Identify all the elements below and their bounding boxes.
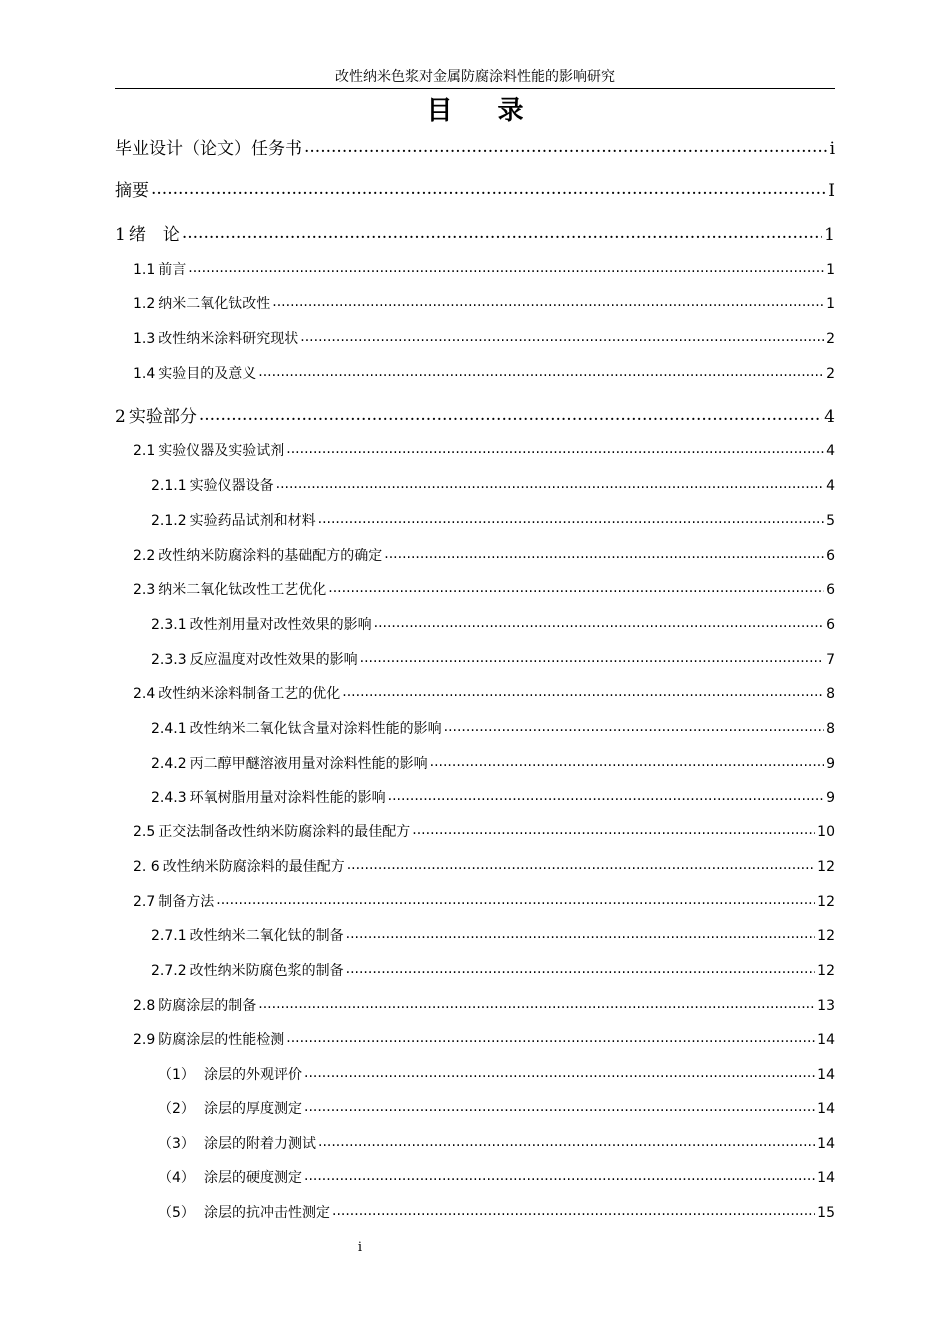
toc-entry-page: 14 <box>817 1136 835 1152</box>
toc-dot-leader <box>346 926 816 940</box>
toc-entry-number: 2.1.2 <box>151 513 187 529</box>
toc-entry-page: 6 <box>826 617 835 633</box>
toc-entry-title: 环氧树脂用量对涂料性能的影响 <box>189 790 386 806</box>
toc-entry-title: 反应温度对改性效果的影响 <box>189 652 358 668</box>
toc-entry[interactable] <box>133 328 835 348</box>
toc-entry-number: （5） <box>158 1205 195 1221</box>
toc-entry-page: 4 <box>826 443 835 459</box>
toc-entry[interactable] <box>133 891 835 911</box>
toc-entry[interactable] <box>158 1167 835 1187</box>
toc-entry-page: i <box>829 139 835 159</box>
toc-entry[interactable] <box>151 753 835 773</box>
toc-title: 目 录 <box>426 96 542 126</box>
toc-entry-number: 2.3.1 <box>151 617 187 633</box>
toc-dot-leader <box>286 441 824 455</box>
running-header: 改性纳米色浆对金属防腐涂料性能的影响研究 <box>335 69 615 85</box>
toc-entry-title: 实验目的及意义 <box>158 366 257 382</box>
toc-entry[interactable] <box>133 440 835 460</box>
toc-dot-leader <box>286 1030 815 1044</box>
toc-entry-page: 12 <box>817 859 835 875</box>
toc-entry-page: 15 <box>817 1205 835 1221</box>
toc-entry-number: 2.1 <box>133 443 156 459</box>
toc-entry-page: 14 <box>817 1067 835 1083</box>
toc-entry[interactable] <box>133 259 835 279</box>
toc-entry-title: 改性剂用量对改性效果的影响 <box>189 617 372 633</box>
toc-entry-title: 涂层的附着力测试 <box>204 1136 316 1152</box>
toc-dot-leader <box>182 223 822 240</box>
toc-entry-number: （2） <box>158 1101 195 1117</box>
toc-entry-title: 实验仪器设备 <box>189 478 274 494</box>
toc-entry-number: （3） <box>158 1136 195 1152</box>
toc-dot-leader <box>328 580 824 594</box>
toc-entry-number: 2.9 <box>133 1032 156 1048</box>
toc-entry[interactable] <box>151 614 835 634</box>
toc-entry-page: 9 <box>826 790 835 806</box>
toc-dot-leader <box>347 857 815 871</box>
toc-entry[interactable] <box>158 1064 835 1084</box>
toc-entry-number: 2.4 <box>133 686 156 702</box>
toc-dot-leader <box>332 1203 815 1217</box>
toc-entry-title: 纳米二氧化钛改性工艺优化 <box>158 582 327 598</box>
toc-entry[interactable] <box>115 402 835 427</box>
toc-entry-page: 12 <box>817 963 835 979</box>
toc-entry-title: 实验仪器及实验试剂 <box>158 443 285 459</box>
toc-entry-number: 2.4.1 <box>151 721 187 737</box>
toc-entry-title: 涂层的外观评价 <box>204 1067 302 1083</box>
toc-entry-page: 4 <box>826 478 835 494</box>
toc-entry[interactable] <box>115 220 835 245</box>
toc-entry-page: 14 <box>817 1170 835 1186</box>
toc-entry-page: 5 <box>826 513 835 529</box>
toc-dot-leader <box>304 137 828 154</box>
toc-entry[interactable] <box>115 176 835 201</box>
toc-entry-title: 制备方法 <box>158 894 215 910</box>
toc-entry[interactable] <box>158 1133 835 1153</box>
toc-dot-leader <box>188 260 824 274</box>
toc-entry[interactable] <box>151 787 835 807</box>
toc-entry-page: 6 <box>826 548 835 564</box>
toc-entry-title: 正交法制备改性纳米防腐涂料的最佳配方 <box>158 824 411 840</box>
toc-entry[interactable] <box>133 683 835 703</box>
toc-dot-leader <box>216 892 815 906</box>
toc-entry-number: （4） <box>158 1170 195 1186</box>
toc-entry-title: 改性纳米防腐涂料的基础配方的确定 <box>158 548 383 564</box>
toc-dot-leader <box>304 1099 815 1113</box>
toc-entry[interactable] <box>151 510 835 530</box>
toc-dot-leader <box>384 546 824 560</box>
toc-entry-number: 2.8 <box>133 998 156 1014</box>
toc-entry-page: 1 <box>826 296 835 312</box>
toc-entry-page: 13 <box>817 998 835 1014</box>
toc-entry-number: 2.3.3 <box>151 652 187 668</box>
page-number: i <box>357 1240 363 1255</box>
toc-entry[interactable] <box>151 925 835 945</box>
toc-dot-leader <box>444 719 824 733</box>
toc-entry-page: 8 <box>826 686 835 702</box>
toc-entry-number: 2.2 <box>133 548 156 564</box>
toc-entry-number: （1） <box>158 1067 195 1083</box>
toc-dot-leader <box>304 1065 815 1079</box>
toc-dot-leader <box>272 294 824 308</box>
toc-entry-title: 绪 论 <box>128 225 180 245</box>
toc-dot-leader <box>276 476 824 490</box>
toc-entry[interactable] <box>133 363 835 383</box>
toc-entry[interactable] <box>133 579 835 599</box>
toc-entry[interactable] <box>158 1098 835 1118</box>
toc-entry-number: 2.7 <box>133 894 156 910</box>
toc-entry-number: 1 <box>115 225 126 245</box>
toc-dot-leader <box>342 684 824 698</box>
toc-dot-leader <box>318 1134 815 1148</box>
toc-entry-page: 14 <box>817 1032 835 1048</box>
toc-entry-title: 毕业设计（论文）任务书 <box>115 139 302 159</box>
toc-dot-leader <box>412 822 815 836</box>
toc-dot-leader <box>374 615 824 629</box>
toc-entry[interactable] <box>151 718 835 738</box>
toc-dot-leader <box>360 650 824 664</box>
toc-entry-page: 12 <box>817 894 835 910</box>
toc-dot-leader <box>318 511 824 525</box>
toc-entry-number: 1.2 <box>133 296 156 312</box>
toc-entry-number: 2.7.2 <box>151 963 187 979</box>
toc-dot-leader <box>388 788 824 802</box>
toc-entry-page: 9 <box>826 756 835 772</box>
toc-entry-title: 防腐涂层的制备 <box>158 998 257 1014</box>
toc-entry-page: 6 <box>826 582 835 598</box>
toc-entry-page: 8 <box>826 721 835 737</box>
toc-entry-number: 1.3 <box>133 331 156 347</box>
toc-entry-title: 实验药品试剂和材料 <box>189 513 316 529</box>
toc-dot-leader <box>300 329 824 343</box>
toc-entry-page: 4 <box>824 407 835 427</box>
toc-entry-title: 改性纳米涂料研究现状 <box>158 331 299 347</box>
toc-entry-title: 涂层的厚度测定 <box>204 1101 302 1117</box>
toc-entry-number: 1.4 <box>133 366 156 382</box>
toc-entry-page: 2 <box>826 366 835 382</box>
toc-entry-page: 1 <box>824 225 835 245</box>
toc-entry-title: 改性纳米二氧化钛的制备 <box>189 928 344 944</box>
toc-entry-page: 10 <box>817 824 835 840</box>
toc-entry-page: I <box>828 181 835 201</box>
toc-entry-page: 14 <box>817 1101 835 1117</box>
toc-entry-title: 丙二醇甲醚溶液用量对涂料性能的影响 <box>189 756 428 772</box>
toc-entry-number: 1.1 <box>133 262 156 278</box>
toc-entry-page: 1 <box>826 262 835 278</box>
toc-entry[interactable] <box>133 293 835 313</box>
toc-entry-number: 2 <box>115 407 126 427</box>
toc-entry[interactable] <box>133 1029 835 1049</box>
toc-entry[interactable] <box>151 960 835 980</box>
toc-dot-leader <box>151 179 826 196</box>
toc-entry[interactable] <box>151 649 835 669</box>
toc-entry-title: 纳米二氧化钛改性 <box>158 296 271 312</box>
toc-entry-title: 改性纳米二氧化钛含量对涂料性能的影响 <box>189 721 442 737</box>
toc-entry-title: 摘要 <box>115 181 149 201</box>
toc-entry-number: 2. 6 <box>133 859 160 875</box>
toc-entry-number: 2.3 <box>133 582 156 598</box>
toc-entry-title: 改性纳米防腐涂料的最佳配方 <box>162 859 345 875</box>
toc-entry[interactable] <box>133 545 835 565</box>
toc-entry-number: 2.1.1 <box>151 478 187 494</box>
toc-entry-number: 2.4.3 <box>151 790 187 806</box>
toc-entry-title: 涂层的硬度测定 <box>204 1170 302 1186</box>
toc-entry[interactable] <box>158 1202 835 1222</box>
toc-entry[interactable] <box>133 821 835 841</box>
toc-dot-leader <box>430 754 824 768</box>
toc-dot-leader <box>199 405 822 422</box>
toc-entry-number: 2.5 <box>133 824 156 840</box>
toc-entry-title: 改性纳米防腐色浆的制备 <box>189 963 344 979</box>
toc-entry[interactable] <box>133 995 835 1015</box>
toc-dot-leader <box>258 996 815 1010</box>
toc-dot-leader <box>304 1168 815 1182</box>
toc-entry-page: 2 <box>826 331 835 347</box>
toc-entry[interactable] <box>151 475 835 495</box>
toc-entry-page: 7 <box>826 652 835 668</box>
toc-entry-page: 12 <box>817 928 835 944</box>
toc-entry-title: 改性纳米涂料制备工艺的优化 <box>158 686 341 702</box>
toc-dot-leader <box>258 364 824 378</box>
toc-entry-title: 前言 <box>158 262 187 278</box>
toc-entry-title: 防腐涂层的性能检测 <box>158 1032 285 1048</box>
toc-entry-title: 实验部分 <box>128 407 197 427</box>
toc-entry[interactable] <box>133 856 835 876</box>
toc-entry-number: 2.4.2 <box>151 756 187 772</box>
toc-dot-leader <box>346 961 816 975</box>
toc-entry-number: 2.7.1 <box>151 928 187 944</box>
toc-entry-title: 涂层的抗冲击性测定 <box>204 1205 330 1221</box>
toc-entry[interactable] <box>115 134 835 159</box>
